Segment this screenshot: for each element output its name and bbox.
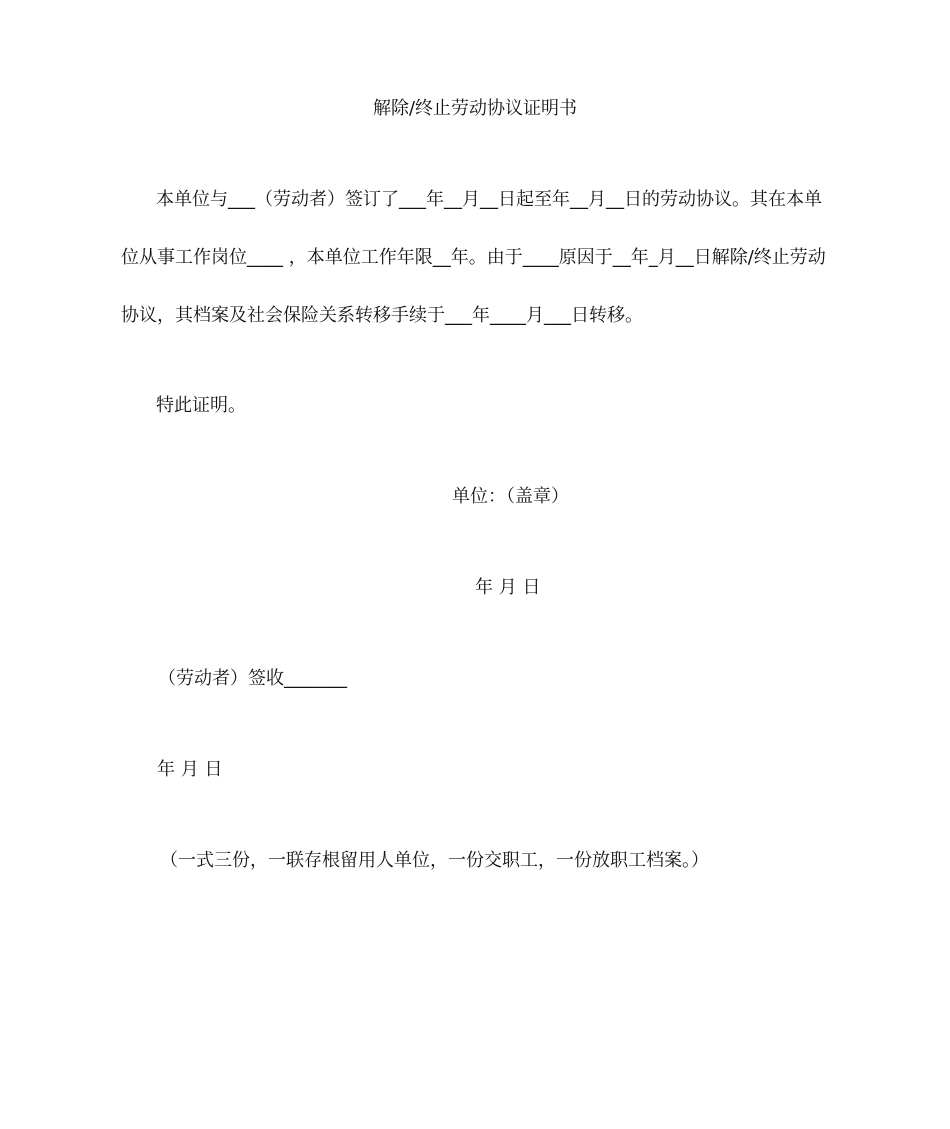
body-line-1: 本单位与___（劳动者）签订了___年__月__日起至年__月__日的劳动协议。其在本单 [156,189,822,210]
document-title: 解除/终止劳动协议证明书 [372,98,578,119]
worker-signature-line: （劳动者）签收_______ [158,668,347,689]
issue-date: 年 月 日 [475,577,541,598]
unit-seal-label: 单位：（盖章） [452,486,569,507]
body-line-3: 协议，其档案及社会保险关系转移手续于___年____月___日转移。 [121,305,643,326]
body-line-2: 位从事工作岗位____ ，本单位工作年限__年。由于____原因于__年_月__日解除/终止劳动 [121,247,826,268]
copies-note: （一式三份，一联存根留用人单位，一份交职工，一份放职工档案。） [160,850,709,871]
certification-statement: 特此证明。 [156,395,246,416]
signature-date: 年 月 日 [157,759,223,780]
